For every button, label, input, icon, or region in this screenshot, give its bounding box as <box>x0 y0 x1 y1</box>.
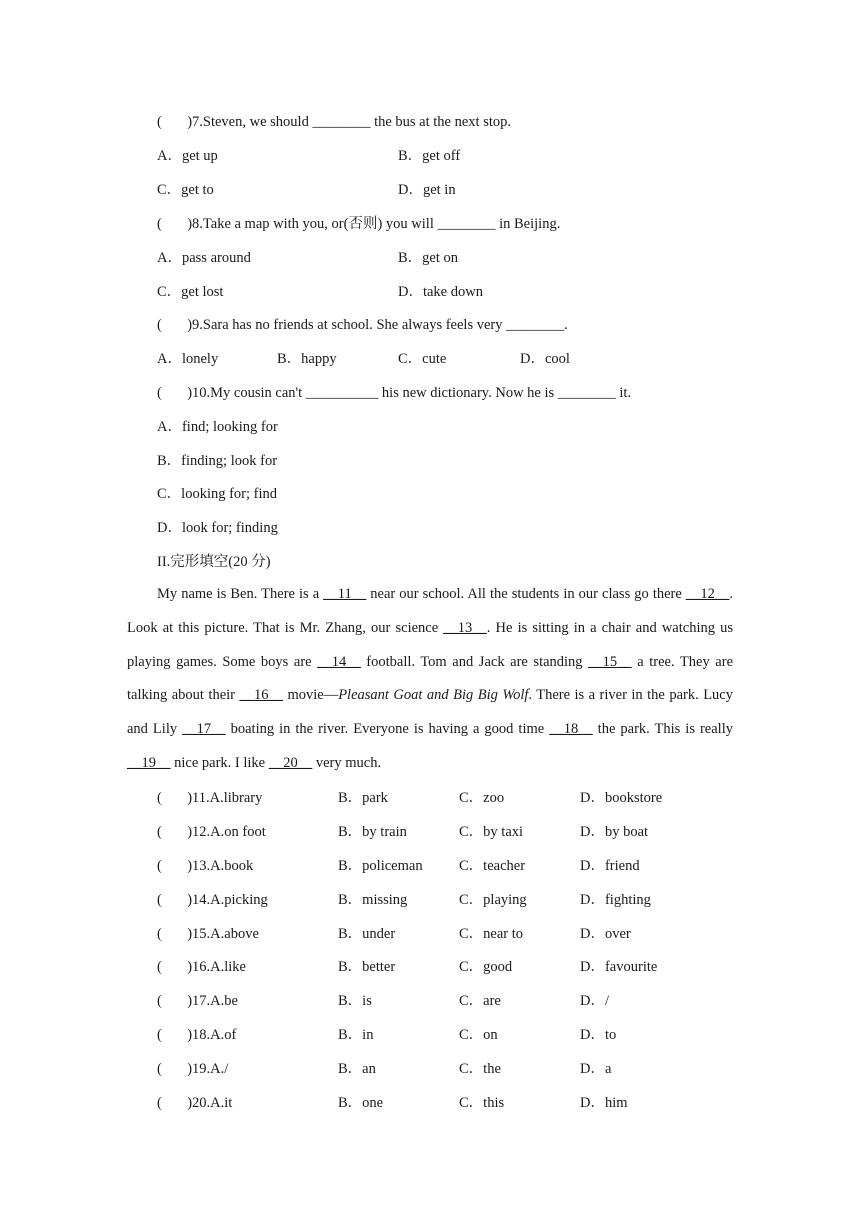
q15-option-c: C．near to <box>459 926 524 942</box>
q8-option-a: A．pass around <box>157 250 251 266</box>
passage-text: . There is a river in the park. Lucy and Lily <box>127 687 733 738</box>
q19-option-b: B．an <box>338 1061 376 1077</box>
cloze-question-18: ( )18.A.of <box>157 1027 237 1043</box>
q14-option-b: B．missing <box>338 892 408 908</box>
q8-option-b: B．get on <box>398 250 459 266</box>
q7-option-c: C．get to <box>157 182 214 198</box>
q13-option-b: B．policeman <box>338 858 423 874</box>
blank-17: __17__ <box>182 721 226 738</box>
cloze-question-12: ( )12.A.on foot <box>157 824 266 840</box>
passage-text: boating in the river. Everyone is having a good time <box>225 721 550 738</box>
passage-text: football. Tom and Jack are standing <box>360 653 589 670</box>
q14-option-d: D．fighting <box>580 892 651 908</box>
q12-option-c: C．by taxi <box>459 824 524 840</box>
q17-option-b: B．is <box>338 993 372 1009</box>
q9-option-c: C．cute <box>398 351 447 367</box>
q15-option-d: D．over <box>580 926 631 942</box>
q18-option-d: D．to <box>580 1027 617 1043</box>
question-9: ( )9.Sara has no friends at school. She always feels very ________. <box>157 317 568 333</box>
question-8: ( )8.Take a map with you, or(否则) you will ________ in Beijing. <box>157 216 561 232</box>
blank-20: __20__ <box>268 754 313 771</box>
passage-text: near our school. All the students in our class go there <box>366 586 686 602</box>
q16-option-d: D．favourite <box>580 959 658 975</box>
q11-option-b: B．park <box>338 790 388 806</box>
q8-option-c: C．get lost <box>157 284 224 300</box>
question-10: ( )10.My cousin can't __________ his new dictionary. Now he is ________ it. <box>157 385 632 401</box>
passage-text: My name is Ben. There is a <box>157 586 324 602</box>
cloze-question-19: ( )19.A./ <box>157 1061 229 1077</box>
q10-option-b: B．finding; look for <box>157 453 278 469</box>
passage-text: movie— <box>282 687 339 704</box>
blank-14: __14__ <box>317 653 361 670</box>
q11-option-d: D．bookstore <box>580 790 663 806</box>
blank-11: __11__ <box>323 586 367 602</box>
q7-option-a: A．get up <box>157 148 218 164</box>
q7-option-b: B．get off <box>398 148 461 164</box>
blank-15: __15__ <box>588 653 632 670</box>
cloze-question-15: ( )15.A.above <box>157 926 259 942</box>
passage-text: very much. <box>312 754 382 771</box>
blank-13: __13__ <box>443 619 487 636</box>
movie-title: Pleasant Goat and Big Big Wolf <box>338 687 529 704</box>
q20-option-c: C．this <box>459 1095 505 1111</box>
q11-option-c: C．zoo <box>459 790 505 806</box>
question-7: ( )7.Steven, we should ________ the bus at the next stop. <box>157 114 511 130</box>
q12-option-b: B．by train <box>338 824 407 840</box>
q10-option-d: D．look for; finding <box>157 520 278 536</box>
q20-option-b: B．one <box>338 1095 384 1111</box>
cloze-question-17: ( )17.A.be <box>157 993 238 1009</box>
q16-option-b: B．better <box>338 959 396 975</box>
q7-option-d: D．get in <box>398 182 456 198</box>
q16-option-c: C．good <box>459 959 513 975</box>
passage-text: . Look at this picture. That is Mr. Zhang, our science <box>127 586 733 636</box>
q10-option-c: C．looking for; find <box>157 486 278 502</box>
q13-option-d: D．friend <box>580 858 640 874</box>
q20-option-d: D．him <box>580 1095 628 1111</box>
blank-19: __19__ <box>127 754 171 771</box>
cloze-question-13: ( )13.A.book <box>157 858 254 874</box>
q17-option-d: D．/ <box>580 993 609 1009</box>
section-heading-cloze: II.完形填空(20 分) <box>157 554 271 570</box>
cloze-question-14: ( )14.A.picking <box>157 892 268 908</box>
passage-text: a tree. They are talking about their <box>127 653 734 704</box>
q14-option-c: C．playing <box>459 892 527 908</box>
q12-option-d: D．by boat <box>580 824 649 840</box>
q9-option-a: A．lonely <box>157 351 219 367</box>
q17-option-c: C．are <box>459 993 501 1009</box>
cloze-question-16: ( )16.A.like <box>157 959 246 975</box>
q18-option-c: C．on <box>459 1027 498 1043</box>
q19-option-d: D．a <box>580 1061 612 1077</box>
q9-option-d: D．cool <box>520 351 570 367</box>
cloze-question-11: ( )11.A.library <box>157 790 263 806</box>
cloze-passage <box>127 578 733 781</box>
blank-12: __12__ <box>685 586 730 602</box>
q13-option-c: C．teacher <box>459 858 526 874</box>
q9-option-b: B．happy <box>277 351 337 367</box>
passage-text: nice park. I like <box>170 754 269 771</box>
blank-18: __18__ <box>549 721 593 738</box>
q8-option-d: D．take down <box>398 284 483 300</box>
passage-text: . He is sitting in a chair and watching us playing games. Some boys are <box>127 619 734 670</box>
cloze-question-20: ( )20.A.it <box>157 1095 233 1111</box>
q19-option-c: C．the <box>459 1061 501 1077</box>
passage-text: the park. This is really <box>592 721 733 738</box>
blank-16: __16__ <box>239 687 283 704</box>
q15-option-b: B．under <box>338 926 396 942</box>
q10-option-a: A．find; looking for <box>157 419 278 435</box>
q18-option-b: B．in <box>338 1027 374 1043</box>
